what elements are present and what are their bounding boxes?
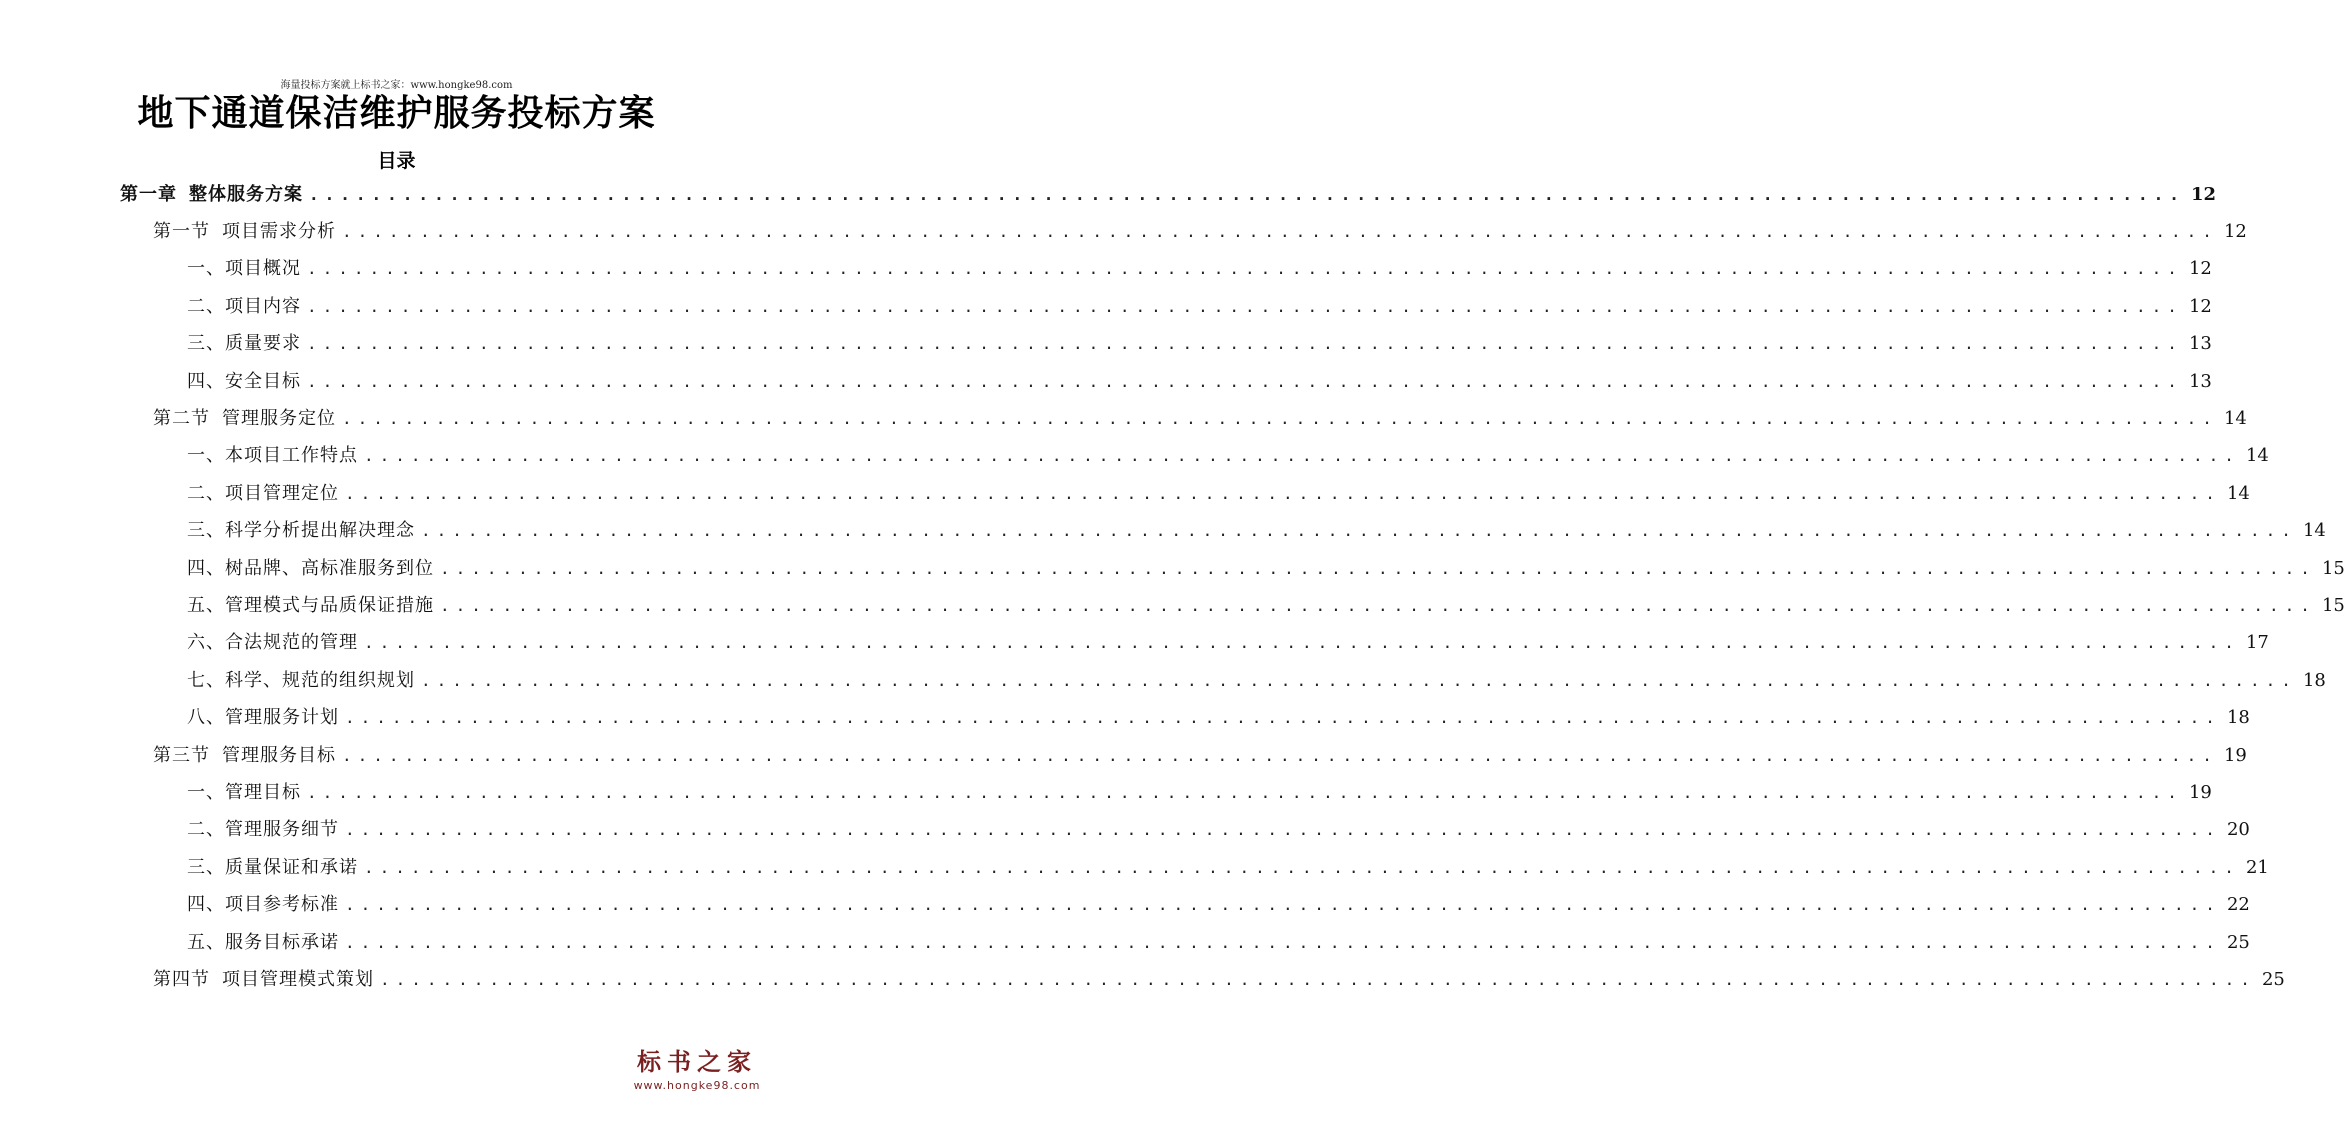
toc-dot-leader: ........................................................................................................................ <box>307 259 2183 279</box>
toc-entry-label <box>187 781 301 805</box>
toc-entry-label <box>187 370 301 394</box>
toc-page-number: 14 <box>2223 407 2247 429</box>
toc-entry-label <box>187 856 358 880</box>
toc-entry-text: 项目概况 <box>225 258 301 280</box>
toc-entry-text: 安全目标 <box>225 370 301 392</box>
toc-item-entry[interactable] <box>187 700 2250 737</box>
toc-entry-number: 三、 <box>187 856 225 878</box>
toc-entry-label <box>153 220 336 244</box>
toc-page-number: 14 <box>2245 445 2269 467</box>
toc-entry-number: 七、 <box>187 669 225 691</box>
toc-entry-text: 本项目工作特点 <box>225 445 358 467</box>
toc-page-number: 19 <box>2223 744 2247 766</box>
toc-page-number: 21 <box>2245 856 2269 878</box>
toc-entry-label <box>187 706 339 730</box>
toc-entry-text: 服务目标承诺 <box>225 931 339 953</box>
toc-entry-number: 六、 <box>187 632 225 654</box>
document-title: 地下通道保洁维护服务投标方案 <box>137 93 656 134</box>
toc-entry-label <box>153 968 374 992</box>
toc-entry-number: 第三节 <box>153 744 210 766</box>
toc-entry-label <box>120 183 303 207</box>
toc-entry-text: 整体服务方案 <box>189 183 303 205</box>
toc-section-entry[interactable] <box>153 737 2247 774</box>
toc-item-entry[interactable] <box>187 363 2212 400</box>
toc-dot-leader: ........................................................................................................................ <box>421 521 2297 541</box>
toc-heading: 目录 <box>377 150 416 172</box>
toc-entry-number: 四、 <box>187 894 225 916</box>
toc-item-entry[interactable] <box>187 475 2250 512</box>
toc-chapter-entry[interactable] <box>120 176 2216 213</box>
toc-entry-label <box>187 594 434 618</box>
toc-entry-text: 合法规范的管理 <box>225 632 358 654</box>
toc-page-number: 13 <box>2188 370 2212 392</box>
toc-dot-leader: ........................................................................................................................ <box>309 184 2185 204</box>
toc-entry-number: 一、 <box>187 781 225 803</box>
toc-entry-number: 一、 <box>187 258 225 280</box>
toc-entry-number: 第二节 <box>153 407 210 429</box>
toc-entry-number: 五、 <box>187 594 225 616</box>
toc-dot-leader: ........................................................................................................................ <box>364 857 2240 877</box>
brand-name: 标书之家 <box>637 1048 757 1076</box>
toc-entry-number: 一、 <box>187 445 225 467</box>
toc-dot-leader: ........................................................................................................................ <box>345 895 2221 915</box>
toc-entry-number: 三、 <box>187 520 225 542</box>
toc-item-entry[interactable] <box>187 924 2250 961</box>
toc-entry-text: 项目参考标准 <box>225 894 339 916</box>
toc-entry-label <box>187 295 301 319</box>
toc-dot-leader: ........................................................................................................................ <box>440 558 2316 578</box>
toc-entry-label <box>187 893 339 917</box>
toc-entry-number: 四、 <box>187 370 225 392</box>
toc-entry-label <box>187 818 339 842</box>
toc-dot-leader: ........................................................................................................................ <box>364 633 2240 653</box>
toc-dot-leader: ........................................................................................................................ <box>345 708 2221 728</box>
brand-logo <box>617 1042 777 1092</box>
toc-item-entry[interactable] <box>187 288 2212 325</box>
toc-page-number: 12 <box>2188 258 2212 280</box>
toc-section-entry[interactable] <box>153 213 2247 250</box>
toc-entry-text: 管理服务计划 <box>225 707 339 729</box>
toc-entry-label <box>187 931 339 955</box>
toc-page-number: 25 <box>2226 931 2250 953</box>
toc-dot-leader: ........................................................................................................................ <box>345 932 2221 952</box>
toc-item-entry[interactable] <box>187 550 2345 587</box>
toc-dot-leader: ........................................................................................................................ <box>307 782 2183 802</box>
toc-dot-leader: ........................................................................................................................ <box>345 483 2221 503</box>
toc-item-entry[interactable] <box>187 513 2326 550</box>
toc-entry-label <box>187 631 358 655</box>
toc-item-entry[interactable] <box>187 438 2269 475</box>
toc-dot-leader: ........................................................................................................................ <box>364 446 2240 466</box>
toc-page-number: 12 <box>2190 183 2216 205</box>
toc-entry-number: 第一节 <box>153 220 210 242</box>
toc-dot-leader: ........................................................................................................................ <box>380 969 2256 989</box>
toc-entry-number: 二、 <box>187 482 225 504</box>
toc-entry-text: 质量保证和承诺 <box>225 856 358 878</box>
toc-entry-label <box>187 519 415 543</box>
toc-entry-text: 质量要求 <box>225 333 301 355</box>
toc-page-number: 22 <box>2226 894 2250 916</box>
toc-page-number: 18 <box>2226 707 2250 729</box>
toc-item-entry[interactable] <box>187 812 2250 849</box>
toc-page-number: 12 <box>2223 220 2247 242</box>
toc-page-number: 14 <box>2302 520 2326 542</box>
header-note: 海量投标方案就上标书之家：www.hongke98.com <box>280 80 513 91</box>
toc-entry-number: 二、 <box>187 295 225 317</box>
toc-entry-text: 管理服务细节 <box>225 819 339 841</box>
toc-item-entry[interactable] <box>187 587 2345 624</box>
toc-item-entry[interactable] <box>187 849 2269 886</box>
toc-item-entry[interactable] <box>187 251 2212 288</box>
toc-item-entry[interactable] <box>187 326 2212 363</box>
toc-entry-number: 三、 <box>187 333 225 355</box>
toc-entry-text: 项目管理模式策划 <box>222 968 374 990</box>
toc-item-entry[interactable] <box>187 774 2212 811</box>
toc-item-entry[interactable] <box>187 887 2250 924</box>
toc-item-entry[interactable] <box>187 625 2269 662</box>
toc-entry-number: 第一章 <box>120 183 177 205</box>
toc-entry-text: 树品牌、高标准服务到位 <box>225 557 434 579</box>
toc-dot-leader: ........................................................................................................................ <box>307 334 2183 354</box>
toc-dot-leader: ........................................................................................................................ <box>342 221 2218 241</box>
toc-dot-leader: ........................................................................................................................ <box>307 371 2183 391</box>
toc-entry-label <box>187 669 415 693</box>
toc-entry-text: 科学分析提出解决理念 <box>225 520 415 542</box>
toc-entry-text: 项目管理定位 <box>225 482 339 504</box>
toc-dot-leader: ........................................................................................................................ <box>342 745 2218 765</box>
toc-entry-number: 四、 <box>187 557 225 579</box>
toc-entry-label <box>187 257 301 281</box>
toc-entry-text: 科学、规范的组织规划 <box>225 669 415 691</box>
toc-page-number: 25 <box>2261 968 2285 990</box>
toc-entry-label <box>187 482 339 506</box>
toc-dot-leader: ........................................................................................................................ <box>421 670 2297 690</box>
toc-entry-label <box>187 557 434 581</box>
toc-section-entry[interactable] <box>153 961 2285 998</box>
toc-entry-number: 五、 <box>187 931 225 953</box>
toc-entry-number: 八、 <box>187 707 225 729</box>
toc-item-entry[interactable] <box>187 662 2326 699</box>
toc-page-number: 12 <box>2188 295 2212 317</box>
toc-entry-label <box>153 744 336 768</box>
toc-entry-text: 项目需求分析 <box>222 220 336 242</box>
toc-section-entry[interactable] <box>153 400 2247 437</box>
toc-entry-number: 二、 <box>187 819 225 841</box>
toc-entry-text: 管理服务定位 <box>222 407 336 429</box>
toc-entry-number: 第四节 <box>153 968 210 990</box>
toc-dot-leader: ........................................................................................................................ <box>307 296 2183 316</box>
toc-entry-label <box>153 407 336 431</box>
toc-page-number: 13 <box>2188 333 2212 355</box>
toc-page-number: 15 <box>2321 557 2345 579</box>
toc-page-number: 14 <box>2226 482 2250 504</box>
toc-dot-leader: ........................................................................................................................ <box>345 820 2221 840</box>
toc-dot-leader: ........................................................................................................................ <box>342 408 2218 428</box>
toc-entry-label <box>187 444 358 468</box>
toc-page-number: 18 <box>2302 669 2326 691</box>
toc-dot-leader: ........................................................................................................................ <box>440 595 2316 615</box>
toc-page-number: 15 <box>2321 594 2345 616</box>
toc-page-number: 19 <box>2188 781 2212 803</box>
toc-entry-text: 管理服务目标 <box>222 744 336 766</box>
brand-url: www.hongke98.com <box>633 1079 761 1092</box>
toc-page-number: 17 <box>2245 632 2269 654</box>
toc-entry-text: 管理模式与品质保证措施 <box>225 594 434 616</box>
toc-page-number: 20 <box>2226 819 2250 841</box>
toc-entry-label <box>187 332 301 356</box>
toc-entry-text: 项目内容 <box>225 295 301 317</box>
toc-entry-text: 管理目标 <box>225 781 301 803</box>
